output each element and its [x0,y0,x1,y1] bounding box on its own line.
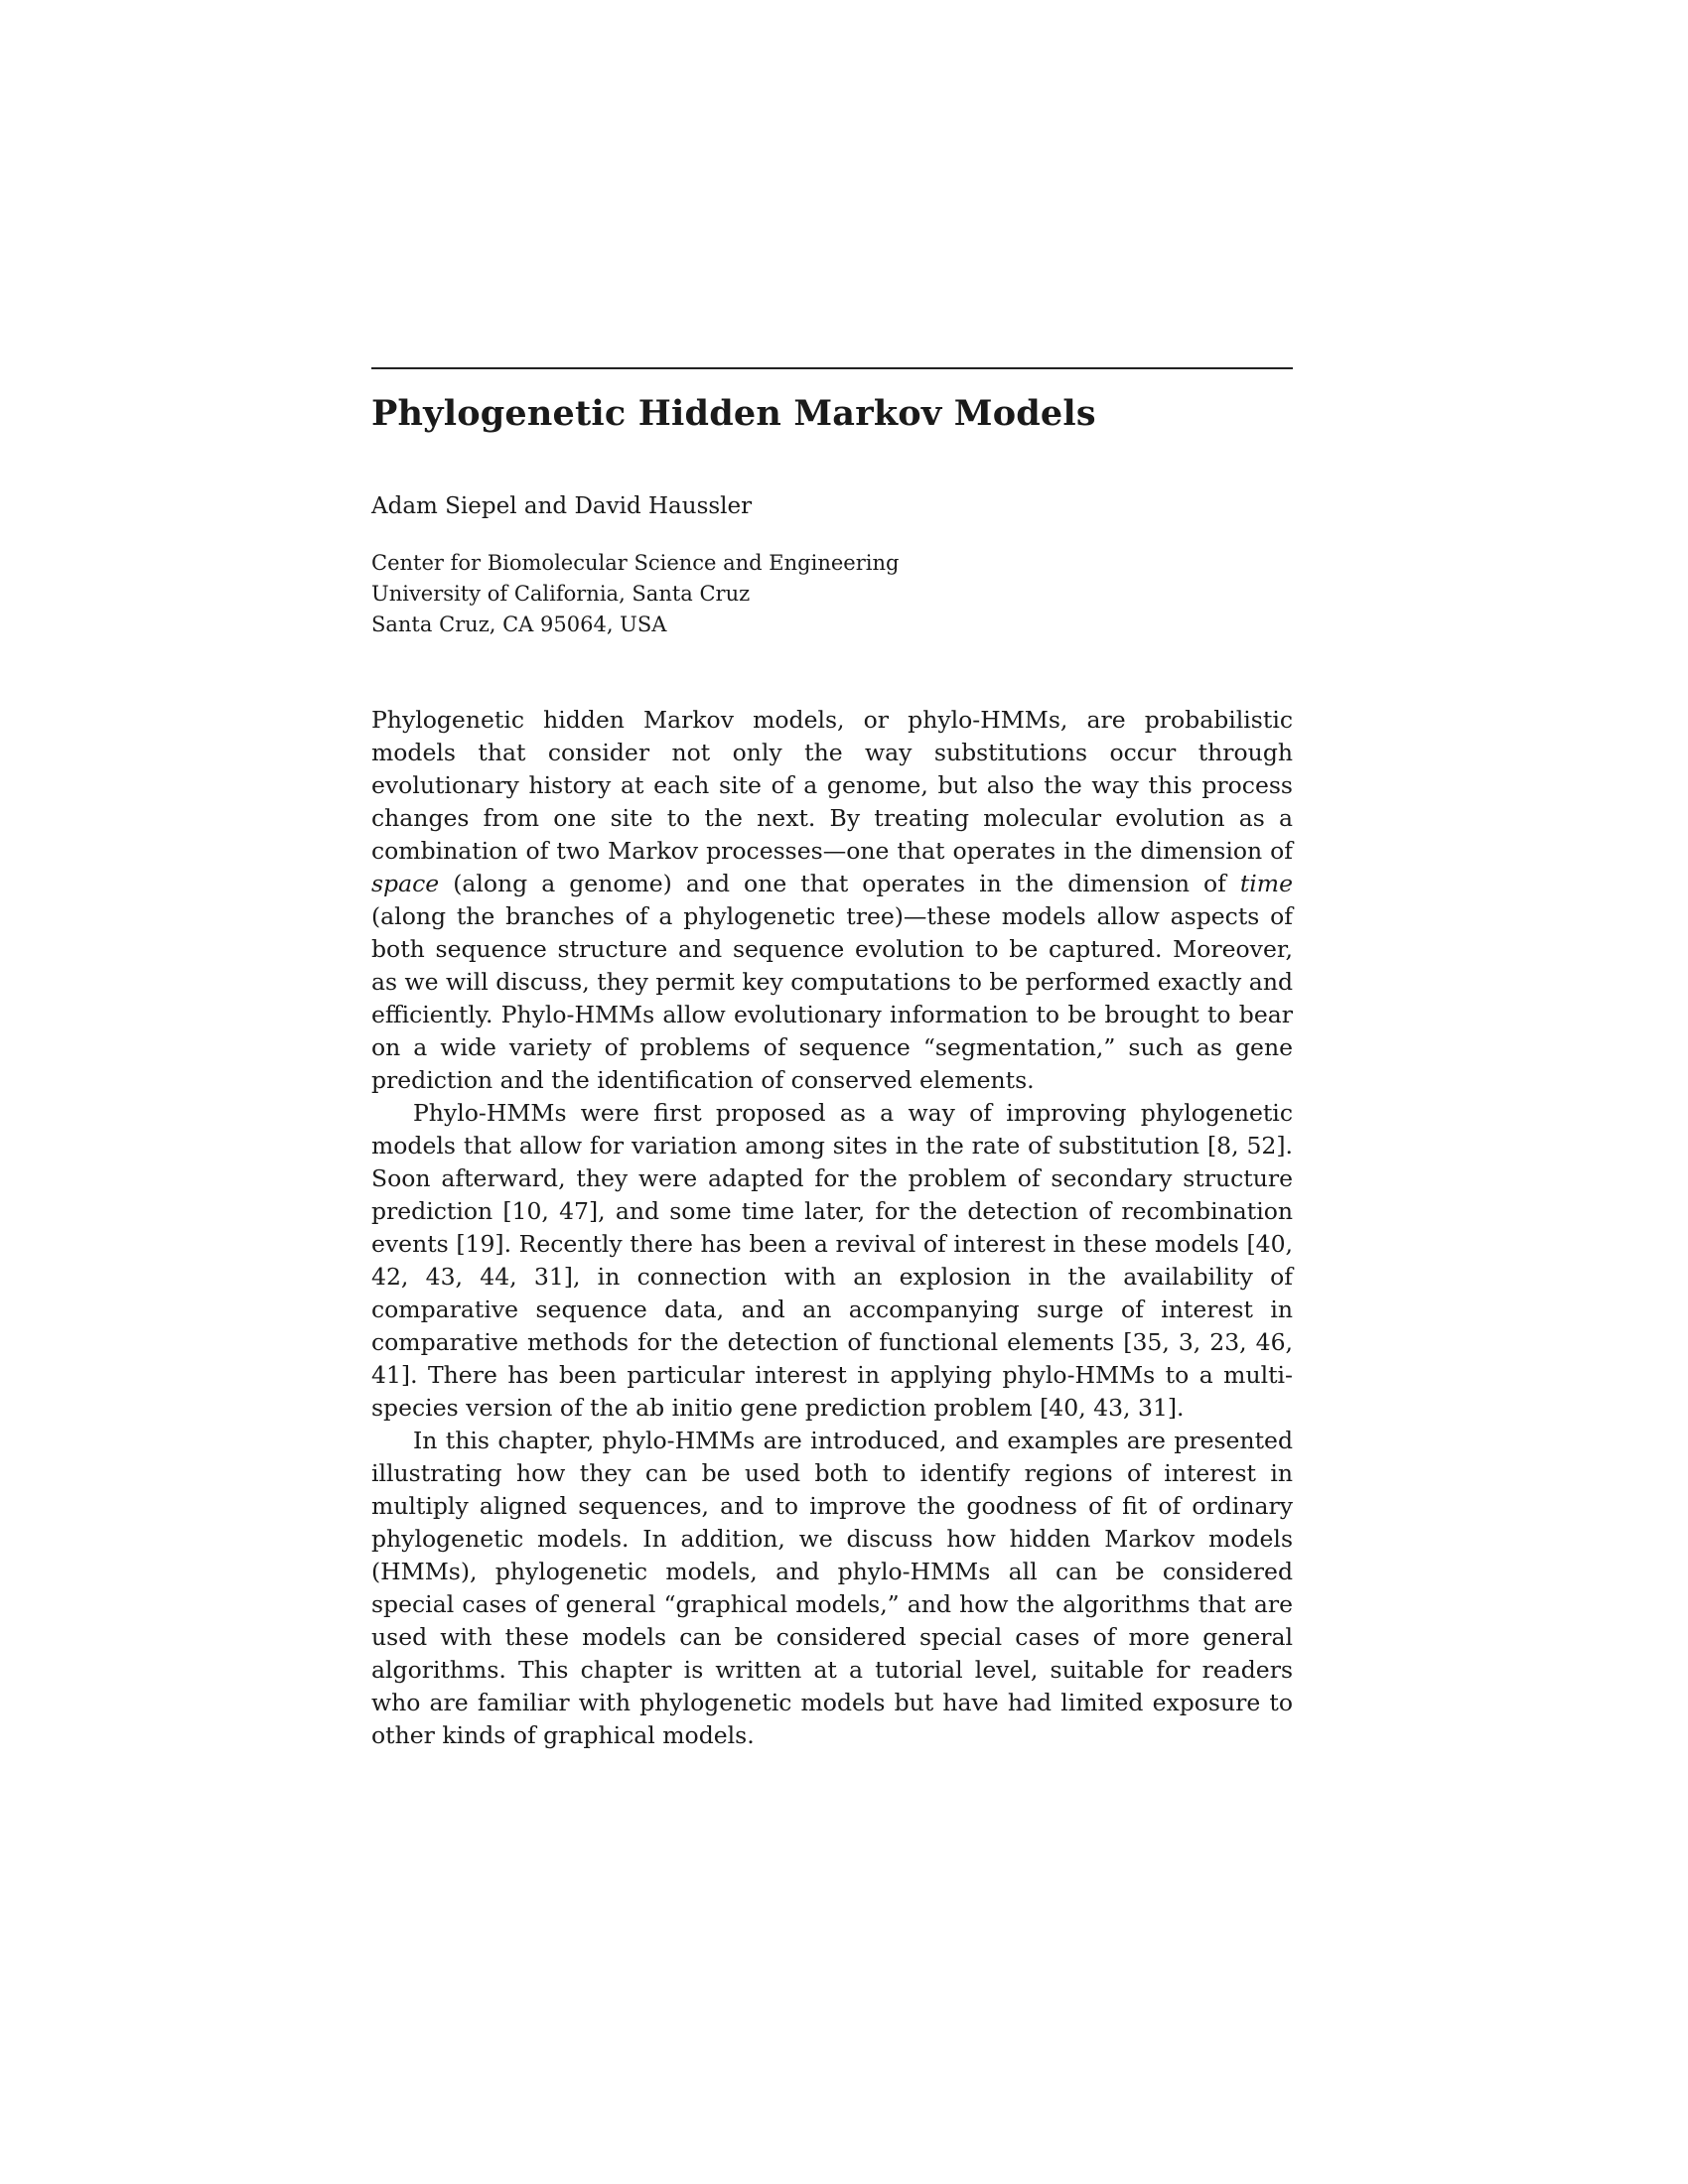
paragraph-2: Phylo-HMMs were first proposed as a way of improving phylogenetic models that allow for variation among sites in the rate of substitution [8, 52]. Soon afterward, they were adapted for the problem of secondary structure prediction [10, 47], and some time later, for the detection of recombination events [19]. Recently there has been a revival of interest in these models [40, 42, 43, 44, 31], in connection with an explosion in the availability of comparative sequence data, and an accompanying surge of interest in comparative methods for the detection of functional elements [35, 3, 23, 46, 41]. There has been particular interest in applying phylo-HMMs to a multi-species version of the ab initio gene prediction problem [40, 43, 31]. [371,1098,1293,1422]
affiliation-line: University of California, Santa Cruz [371,581,751,606]
paragraph-1 [371,704,1293,1097]
paragraph-1-part-b: (along a genome) and one that operates in the dimension of [439,869,1240,897]
text-column [371,367,1293,1752]
emphasis-space: space [371,869,440,897]
paragraph-1-part-c: (along the branches of a phylogenetic tree)—these models allow aspects of both sequence structure and sequence evolution to be captured. Moreover, as we will discuss, they permit key computations to be performed exactly and efficiently. Phylo-HMMs allow evolutionary information to be brought to bear on a wide variety of problems of sequence “segmentation,” such as gene prediction and the identification of conserved elements. [371,901,1293,1094]
paragraph-1-part-a: Phylogenetic hidden Markov models, or phylo-HMMs, are probabilistic models that consider not only the way substitutions occur through evolutionary history at each site of a genome, but also the way this process changes from one site to the next. By treating molecular evolution as a combination of two Markov processes—one that operates in the dimension of [371,705,1293,865]
affiliation-line: Santa Cruz, CA 95064, USA [371,612,667,636]
paper-title: Phylogenetic Hidden Markov Models [371,393,1096,434]
paper-authors: Adam Siepel and David Haussler [371,493,753,519]
paragraph-3: In this chapter, phylo-HMMs are introduced, and examples are presented illustrating how they can be used both to identify regions of interest in multiply aligned sequences, and to improve the goodness of fit of ordinary phylogenetic models. In addition, we discuss how hidden Markov models (HMMs), phylogenetic models, and phylo-HMMs all can be considered special cases of general “graphical models,” and how the algorithms that are used with these models can be considered special cases of more general algorithms. This chapter is written at a tutorial level, suitable for readers who are familiar with phylogenetic models but have had limited exposure to other kinds of graphical models. [371,1426,1293,1749]
affiliation-line: Center for Biomolecular Science and Engineering [371,550,900,575]
intro-text [371,704,1293,1752]
affiliation-block [371,548,1293,640]
emphasis-time: time [1239,869,1293,897]
title-rule [371,367,1293,369]
